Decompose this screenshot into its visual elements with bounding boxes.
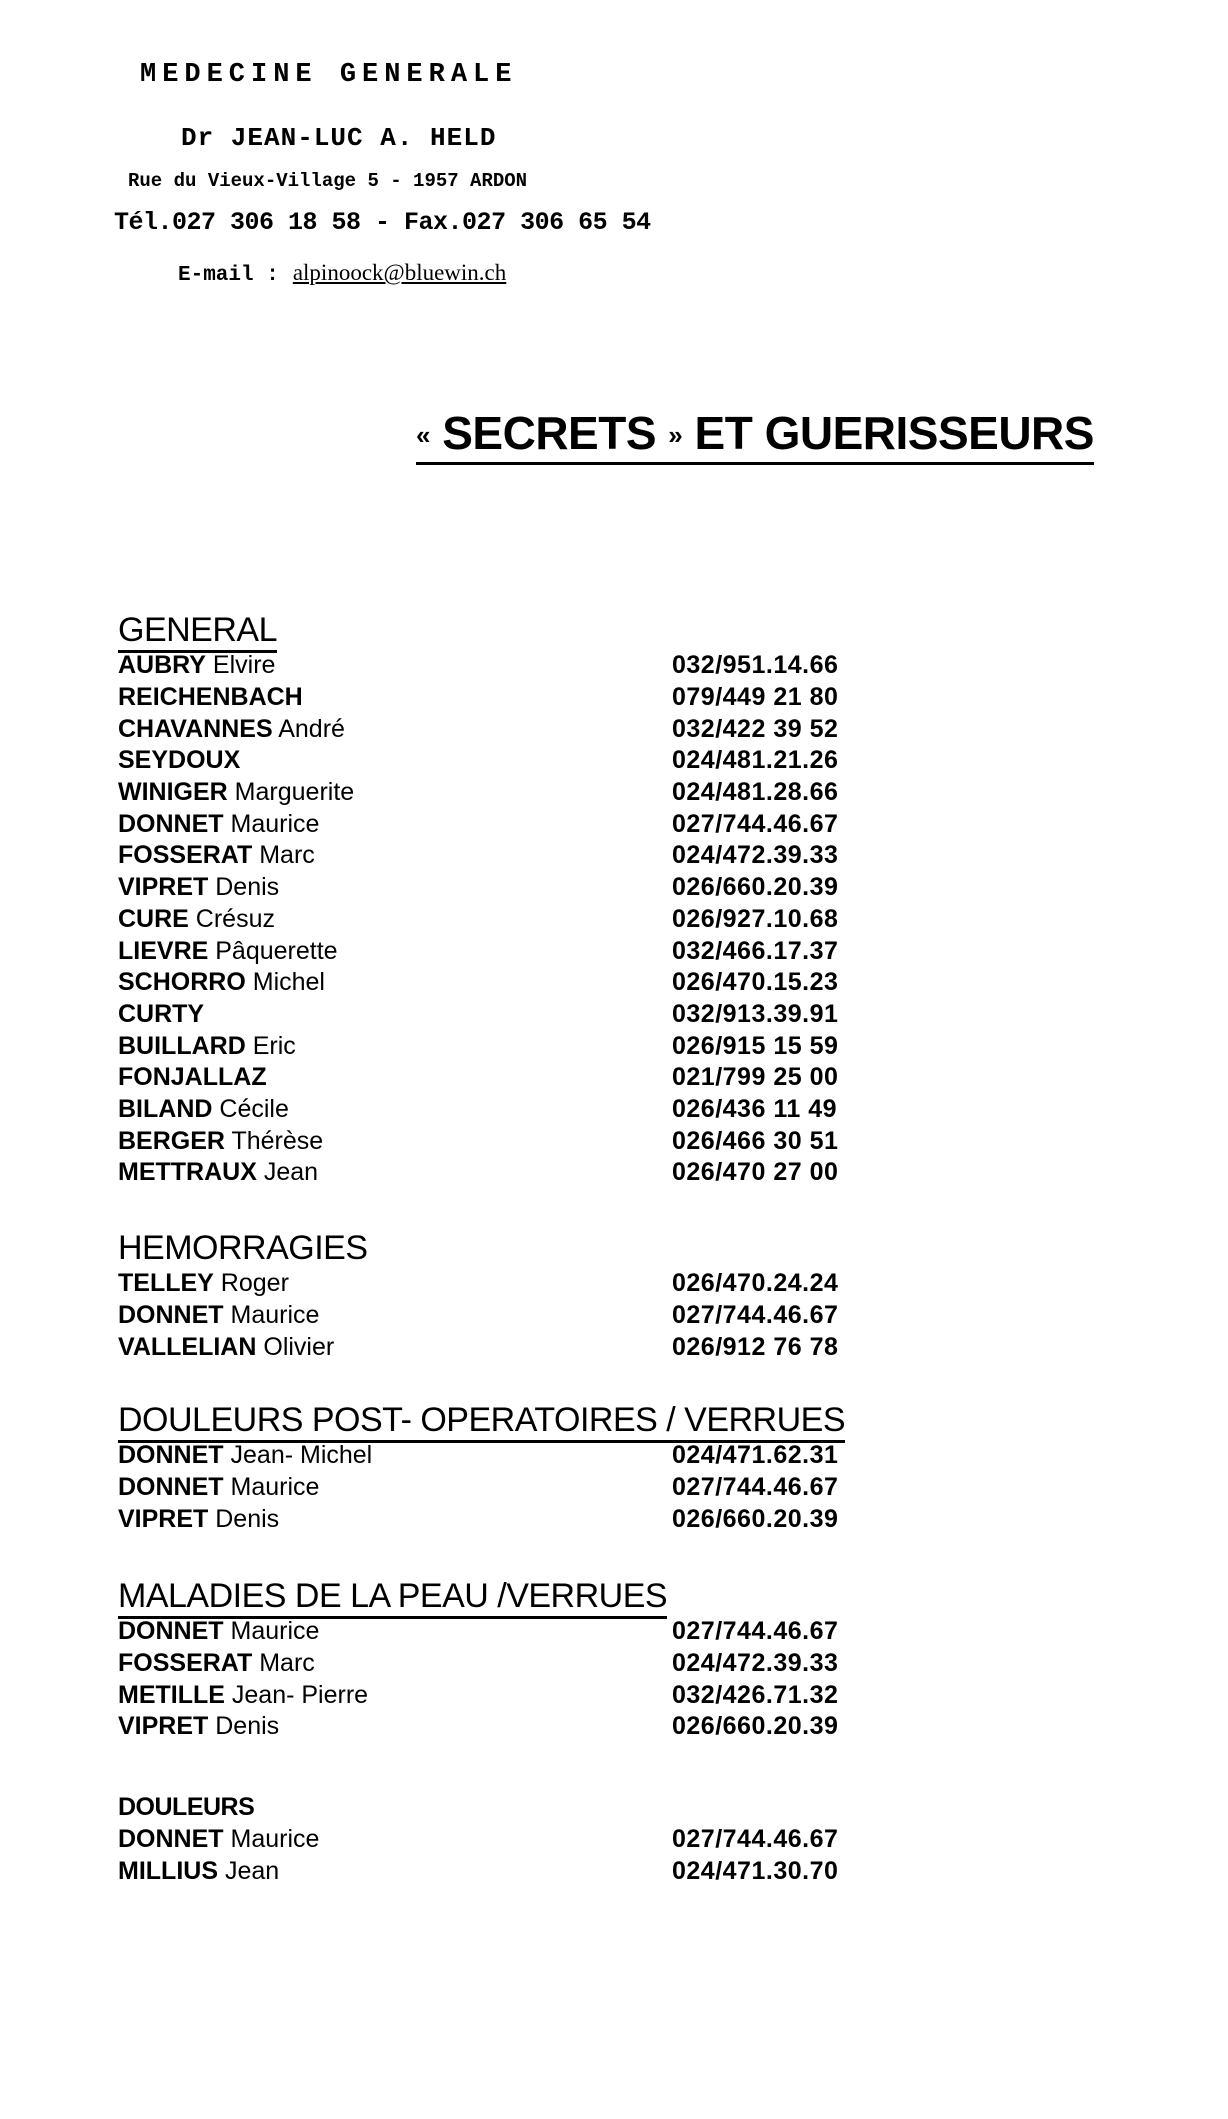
contact-name xyxy=(118,968,672,997)
contact-name xyxy=(118,715,672,744)
letterhead-address: Rue du Vieux-Village 5 - 1957 ARDON xyxy=(128,170,528,192)
contact-phone: 024/481.21.26 xyxy=(672,746,839,775)
contact-name xyxy=(118,1269,672,1298)
contact-name xyxy=(118,1063,672,1092)
contact-row xyxy=(118,1472,858,1504)
contact-first-name: Jean- Michel xyxy=(230,1441,373,1470)
contact-last-name: MILLIUS xyxy=(118,1857,218,1886)
contact-last-name: METTRAUX xyxy=(118,1158,257,1187)
contact-first-name: Roger xyxy=(220,1269,289,1298)
contact-first-name: Olivier xyxy=(263,1332,335,1361)
contact-row xyxy=(118,1616,858,1648)
contact-name xyxy=(118,873,672,902)
title-secrets: SECRETS xyxy=(442,407,657,459)
contact-last-name: VIPRET xyxy=(118,873,209,902)
document-title xyxy=(416,406,1094,465)
contact-row xyxy=(118,1679,858,1711)
contact-name xyxy=(118,1857,672,1886)
contact-phone: 027/744.46.67 xyxy=(672,1825,839,1854)
letterhead-email-line xyxy=(178,260,506,287)
contact-row xyxy=(118,1157,858,1189)
contact-first-name: Jean xyxy=(224,1857,280,1886)
contact-last-name: LIEVRE xyxy=(118,936,209,965)
contact-row xyxy=(118,1300,858,1332)
contact-last-name: TELLEY xyxy=(118,1269,214,1298)
contact-last-name: REICHENBACH xyxy=(118,683,303,712)
contact-row xyxy=(118,904,858,936)
contact-first-name: Eric xyxy=(252,1031,296,1060)
contact-last-name: CURTY xyxy=(118,999,205,1028)
contact-last-name: FOSSERAT xyxy=(118,841,253,870)
contact-name xyxy=(118,905,672,934)
letterhead-specialty: MEDECINE GENERALE xyxy=(140,60,518,90)
contact-name xyxy=(118,683,672,712)
contact-first-name: Elvire xyxy=(212,651,276,680)
contact-first-name: Maurice xyxy=(230,809,320,838)
contact-phone: 026/912 76 78 xyxy=(672,1332,839,1361)
contact-last-name: DONNET xyxy=(118,1301,224,1330)
contact-name xyxy=(118,651,672,680)
contact-row xyxy=(118,1268,858,1300)
contact-first-name: Maurice xyxy=(230,1473,320,1502)
contact-row xyxy=(118,1125,858,1157)
contact-last-name: DONNET xyxy=(118,809,224,838)
contact-phone: 032/913.39.91 xyxy=(672,999,839,1028)
section-heading: HEMORRAGIES xyxy=(118,1229,368,1267)
contact-row xyxy=(118,1648,858,1680)
contact-row xyxy=(118,777,858,809)
contact-phone: 026/915 15 59 xyxy=(672,1031,839,1060)
contact-phone: 026/470.24.24 xyxy=(672,1269,839,1298)
contact-name xyxy=(118,1825,672,1854)
contact-phone: 024/481.28.66 xyxy=(672,778,839,807)
contact-row xyxy=(118,1331,858,1363)
contact-last-name: DONNET xyxy=(118,1473,224,1502)
contact-first-name: Thérèse xyxy=(231,1126,324,1155)
contact-first-name: Jean xyxy=(263,1158,319,1187)
contact-row xyxy=(118,967,858,999)
title-open-quote: « xyxy=(416,420,430,450)
contact-first-name: Michel xyxy=(252,968,325,997)
contact-phone: 026/436 11 49 xyxy=(672,1094,837,1123)
contact-last-name: DONNET xyxy=(118,1441,224,1470)
contact-name xyxy=(118,1127,672,1156)
contact-row xyxy=(118,650,858,682)
contact-first-name: Denis xyxy=(215,1712,280,1741)
contact-last-name: SCHORRO xyxy=(118,968,246,997)
contact-first-name: Pâquerette xyxy=(215,936,338,965)
contact-name xyxy=(118,937,672,966)
contact-last-name: BERGER xyxy=(118,1126,225,1155)
contact-row xyxy=(118,1062,858,1094)
contact-last-name: VALLELIAN xyxy=(118,1332,257,1361)
section-douleurs xyxy=(118,1790,858,1887)
contact-first-name: Crésuz xyxy=(195,904,275,933)
contact-last-name: FONJALLAZ xyxy=(118,1063,267,1092)
contact-name xyxy=(118,1032,672,1061)
contact-phone: 024/471.62.31 xyxy=(672,1441,839,1470)
contact-phone: 032/422 39 52 xyxy=(672,714,839,743)
contact-phone: 026/660.20.39 xyxy=(672,1504,839,1533)
contact-name xyxy=(118,1301,672,1330)
contact-row xyxy=(118,1711,858,1743)
contact-name xyxy=(118,1712,672,1741)
section-heading: MALADIES DE LA PEAU /VERRUES xyxy=(118,1576,858,1616)
contact-name xyxy=(118,810,672,839)
contact-last-name: METILLE xyxy=(118,1680,225,1709)
contact-phone: 026/470.15.23 xyxy=(672,968,839,997)
contact-phone: 079/449 21 80 xyxy=(672,683,839,712)
contact-last-name: DONNET xyxy=(118,1825,224,1854)
contact-row xyxy=(118,1030,858,1062)
contact-phone: 026/660.20.39 xyxy=(672,873,839,902)
contact-name xyxy=(118,778,672,807)
contact-first-name: Denis xyxy=(215,1504,280,1533)
contact-row xyxy=(118,745,858,777)
contact-first-name: André xyxy=(278,714,345,743)
contact-phone: 032/426.71.32 xyxy=(672,1680,839,1709)
contact-row xyxy=(118,682,858,714)
section-heading: DOULEURS xyxy=(118,1793,255,1821)
section-heading: GENERAL xyxy=(118,610,858,650)
contact-row xyxy=(118,872,858,904)
contact-name xyxy=(118,1095,672,1124)
contact-row xyxy=(118,1503,858,1535)
contact-row xyxy=(118,1440,858,1472)
contact-name xyxy=(118,746,672,775)
contact-last-name: VIPRET xyxy=(118,1504,209,1533)
section-hemorragies xyxy=(118,1228,858,1363)
contact-phone: 027/744.46.67 xyxy=(672,1301,839,1330)
contact-row xyxy=(118,1856,858,1888)
contact-last-name: WINIGER xyxy=(118,778,228,807)
contact-last-name: AUBRY xyxy=(118,651,206,680)
contact-phone: 027/744.46.67 xyxy=(672,809,839,838)
contact-last-name: CHAVANNES xyxy=(118,714,273,743)
contact-phone: 024/472.39.33 xyxy=(672,841,839,870)
contact-row xyxy=(118,999,858,1031)
letterhead-phone-fax: Tél.027 306 18 58 - Fax.027 306 65 54 xyxy=(114,208,651,237)
contact-phone: 027/744.46.67 xyxy=(672,1473,839,1502)
contact-phone: 026/470 27 00 xyxy=(672,1158,839,1187)
contact-row xyxy=(118,808,858,840)
contact-name xyxy=(118,1505,672,1534)
contact-name xyxy=(118,1333,672,1362)
contact-phone: 026/660.20.39 xyxy=(672,1712,839,1741)
contact-first-name: Jean- Pierre xyxy=(231,1680,369,1709)
contact-row xyxy=(118,840,858,872)
email-address: alpinoock@bluewin.ch xyxy=(292,260,507,285)
letterhead-doctor-name: Dr JEAN-LUC A. HELD xyxy=(181,123,497,153)
contact-first-name: Marc xyxy=(259,1649,315,1678)
contact-row xyxy=(118,1094,858,1126)
contact-first-name: Maurice xyxy=(230,1301,320,1330)
contact-phone: 024/471.30.70 xyxy=(672,1857,839,1886)
contact-name xyxy=(118,1441,672,1470)
section-maladies-peau xyxy=(118,1576,858,1743)
contact-first-name: Maurice xyxy=(230,1825,320,1854)
contact-phone: 026/927.10.68 xyxy=(672,904,839,933)
contact-row xyxy=(118,1824,858,1856)
contact-name xyxy=(118,1617,672,1646)
contact-first-name: Cécile xyxy=(219,1094,289,1123)
contact-first-name: Marguerite xyxy=(234,778,355,807)
email-label: E-mail : xyxy=(178,264,279,287)
contact-row xyxy=(118,713,858,745)
section-general xyxy=(118,610,858,1189)
contact-name xyxy=(118,1000,672,1029)
contact-last-name: FOSSERAT xyxy=(118,1649,253,1678)
contact-phone: 026/466 30 51 xyxy=(672,1126,839,1155)
contact-name xyxy=(118,1649,672,1678)
section-douleurs-post-operatoires xyxy=(118,1400,858,1535)
contact-phone: 024/472.39.33 xyxy=(672,1649,839,1678)
contact-last-name: SEYDOUX xyxy=(118,746,241,775)
contact-last-name: BUILLARD xyxy=(118,1031,246,1060)
contact-first-name: Maurice xyxy=(230,1617,320,1646)
contact-first-name: Denis xyxy=(215,873,280,902)
contact-last-name: DONNET xyxy=(118,1617,224,1646)
contact-name xyxy=(118,1473,672,1502)
contact-first-name: Marc xyxy=(259,841,315,870)
contact-phone: 032/466.17.37 xyxy=(672,936,839,965)
contact-phone: 027/744.46.67 xyxy=(672,1617,839,1646)
contact-row xyxy=(118,935,858,967)
contact-last-name: CURE xyxy=(118,904,189,933)
title-close-quote: » xyxy=(668,420,683,450)
contact-name xyxy=(118,1158,672,1187)
contact-last-name: VIPRET xyxy=(118,1712,209,1741)
contact-last-name: BILAND xyxy=(118,1094,213,1123)
contact-name xyxy=(118,841,672,870)
contact-phone: 021/799 25 00 xyxy=(672,1063,839,1092)
contact-name xyxy=(118,1681,672,1710)
contact-phone: 032/951.14.66 xyxy=(672,651,839,680)
title-rest: ET GUERISSEURS xyxy=(694,407,1094,459)
section-heading: DOULEURS POST- OPERATOIRES / VERRUES xyxy=(118,1400,858,1440)
